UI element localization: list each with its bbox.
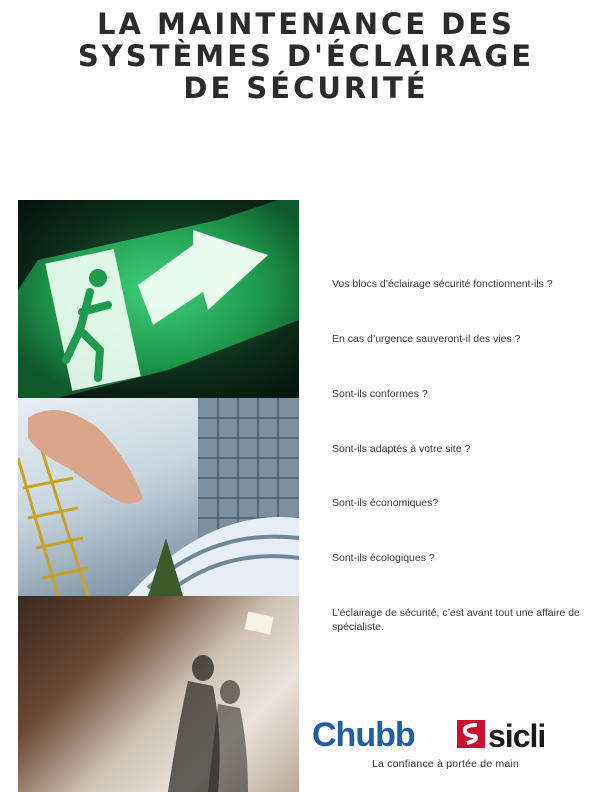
building-construction-photo <box>18 398 299 596</box>
question-1: Vos blocs d’éclairage sécurité fonctionnent-ils ? <box>332 278 553 290</box>
brand-tagline: La confiance à portée de main <box>372 758 520 770</box>
title-line-2: SYSTÈMES D'ÉCLAIRAGE <box>77 39 535 73</box>
title-line-3: DE SÉCURITÉ <box>183 71 429 105</box>
blurred-people-photo <box>18 596 299 792</box>
chubb-logo: Chubb <box>312 716 415 754</box>
conclusion-text: L’éclairage de sécurité, c’est avant tout une affaire de spécialiste. <box>332 607 580 633</box>
question-6: Sont-ils écologiques ? <box>332 552 435 564</box>
people-silhouettes <box>18 596 299 792</box>
question-2: En cas d’urgence sauveront-il des vies ? <box>332 333 521 345</box>
title-line-1: LA MAINTENANCE DES <box>97 7 515 41</box>
question-5: Sont-ils économiques? <box>332 497 439 509</box>
question-4: Sont-ils adaptés à votre site ? <box>332 443 471 455</box>
page-title <box>0 8 612 104</box>
sicli-logo: sicli <box>488 718 546 754</box>
sicli-logo-icon <box>457 720 485 748</box>
exit-sign-photo <box>18 200 299 398</box>
exit-sign-icon <box>18 200 299 398</box>
question-3: Sont-ils conformes ? <box>332 388 428 400</box>
building-illustration <box>18 398 299 596</box>
photo-column <box>18 200 299 792</box>
